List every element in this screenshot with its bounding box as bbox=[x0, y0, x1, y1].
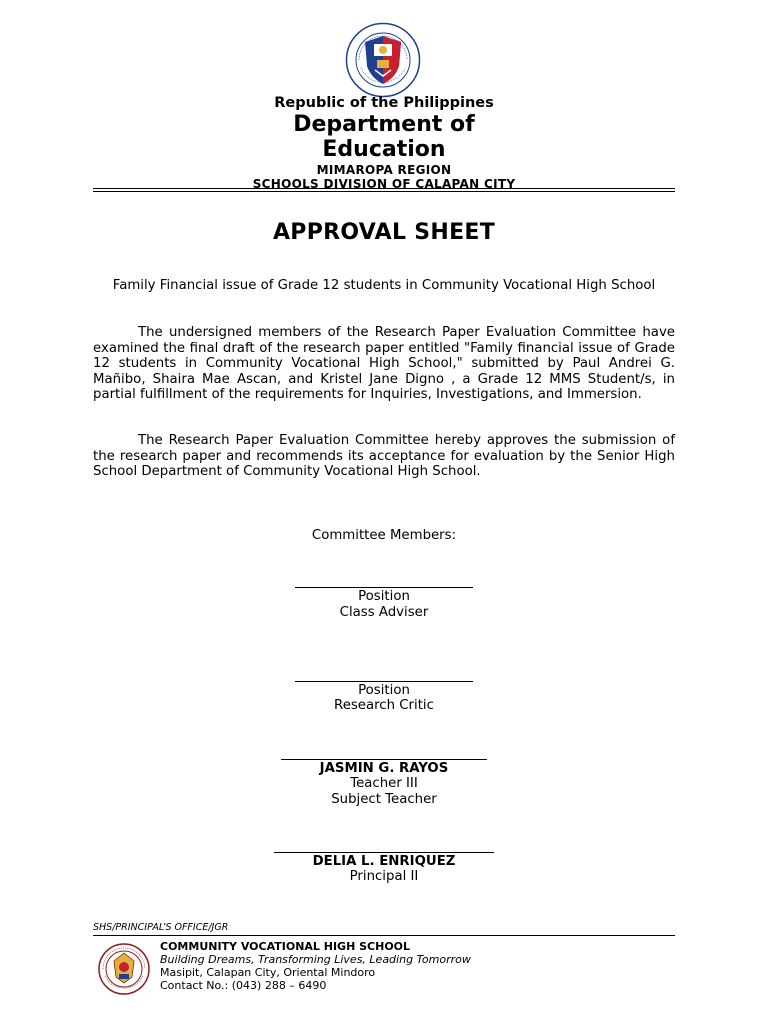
footer-school-name: COMMUNITY VOCATIONAL HIGH SCHOOL bbox=[160, 940, 411, 953]
office-reference-code: SHS/PRINCIPAL’S OFFICE/JGR bbox=[93, 922, 229, 933]
approval-paragraph-1: The undersigned members of the Research Paper Evaluation Committee have examined the final draft of the research paper entitled "Family financial issue of Grade 12 students in Community Vocational High School," submitted by Paul Andrei G. Mañibo, Shaira Mae Ascan, and Kristel Jane Digno , a Grade 12 MMS Student/s, in partial fulfillment of the requirements for Inquiries, Investigations, and Immersion. bbox=[93, 325, 675, 403]
approval-paragraph-2: The Research Paper Evaluation Committee hereby approves the submission of the research paper and recommends its acceptance for evaluation by the Senior High School Department of Community Vocational High School. bbox=[93, 433, 675, 480]
research-subject: Family Financial issue of Grade 12 students in Community Vocational High School bbox=[112, 278, 656, 293]
department-heading-line2: Education bbox=[322, 137, 446, 162]
signatory-3-rank: Teacher III bbox=[350, 776, 418, 791]
signature-line-1 bbox=[295, 587, 473, 588]
deped-seal-logo bbox=[345, 22, 421, 98]
signatory-2-name: Position bbox=[358, 683, 410, 698]
school-logo bbox=[98, 943, 150, 995]
header-divider-top bbox=[93, 188, 675, 189]
signatory-4-role: Principal II bbox=[349, 869, 419, 884]
signatory-1-name: Position bbox=[358, 589, 410, 604]
signature-line-4 bbox=[274, 852, 494, 853]
committee-members-label: Committee Members: bbox=[311, 528, 457, 543]
header-divider-bottom bbox=[93, 191, 675, 192]
document-title: APPROVAL SHEET bbox=[272, 220, 496, 245]
signatory-3-name: JASMIN G. RAYOS bbox=[319, 761, 449, 776]
republic-heading: Republic of the Philippines bbox=[274, 95, 494, 111]
signatory-2-role: Research Critic bbox=[334, 698, 434, 713]
footer-motto: Building Dreams, Transforming Lives, Leading Tomorrow bbox=[160, 953, 471, 966]
footer-contact: Contact No.: (043) 288 – 6490 bbox=[160, 979, 327, 992]
region-heading: MIMAROPA REGION bbox=[316, 163, 452, 177]
signatory-3-role: Subject Teacher bbox=[331, 792, 437, 807]
department-heading-line1: Department of bbox=[293, 112, 475, 137]
signatory-1-role: Class Adviser bbox=[339, 605, 429, 620]
footer-address: Masipit, Calapan City, Oriental Mindoro bbox=[160, 966, 376, 979]
division-heading: SCHOOLS DIVISION OF CALAPAN CITY bbox=[252, 177, 516, 191]
signature-line-3 bbox=[281, 759, 487, 760]
signatory-4-name: DELIA L. ENRIQUEZ bbox=[312, 854, 456, 869]
signature-line-2 bbox=[295, 681, 473, 682]
footer-divider bbox=[93, 935, 675, 936]
